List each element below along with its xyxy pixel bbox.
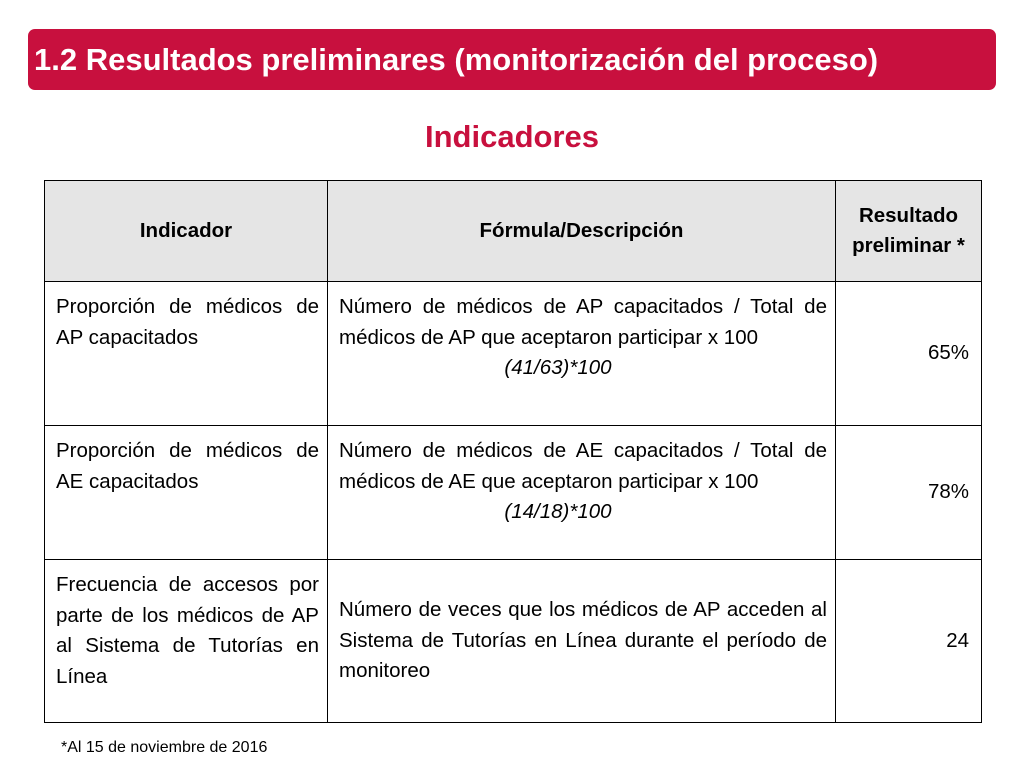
formula-text: Número de médicos de AP capacitados / Total de médicos de AP que aceptaron participar x 100 (339, 295, 827, 349)
indicator-cell: Proporción de médicos de AP capacitados (45, 282, 328, 426)
formula-text: Número de médicos de AE capacitados / Total de médicos de AE que aceptaron participar x 100 (339, 439, 827, 493)
footnote: *Al 15 de noviembre de 2016 (61, 739, 268, 756)
indicator-cell: Proporción de médicos de AE capacitados (45, 426, 328, 560)
column-header-formula: Fórmula/Descripción (328, 181, 836, 282)
table-row (45, 426, 982, 560)
column-header-indicator: Indicador (45, 181, 328, 282)
formula-cell (328, 282, 836, 426)
formula-text: Número de veces que los médicos de AP acceden al Sistema de Tutorías en Línea durante el período de monitoreo (339, 598, 827, 683)
result-cell: 78% (836, 426, 982, 560)
indicator-cell: Frecuencia de accesos por parte de los médicos de AP al Sistema de Tutorías en Línea (45, 560, 328, 723)
formula-cell (328, 560, 836, 723)
formula-cell (328, 426, 836, 560)
table-header-row (45, 181, 982, 282)
formula-calculation: (14/18)*100 (504, 500, 612, 523)
table-row (45, 282, 982, 426)
section-heading: Indicadores (425, 119, 599, 154)
formula-calculation: (41/63)*100 (504, 356, 612, 379)
table-row (45, 560, 982, 723)
result-cell: 65% (836, 282, 982, 426)
indicators-table (44, 180, 982, 723)
result-cell: 24 (836, 560, 982, 723)
column-header-result: Resultado preliminar * (836, 181, 982, 282)
slide-title: 1.2 Resultados preliminares (monitorización del proceso) (34, 42, 879, 77)
title-bar (28, 29, 996, 90)
